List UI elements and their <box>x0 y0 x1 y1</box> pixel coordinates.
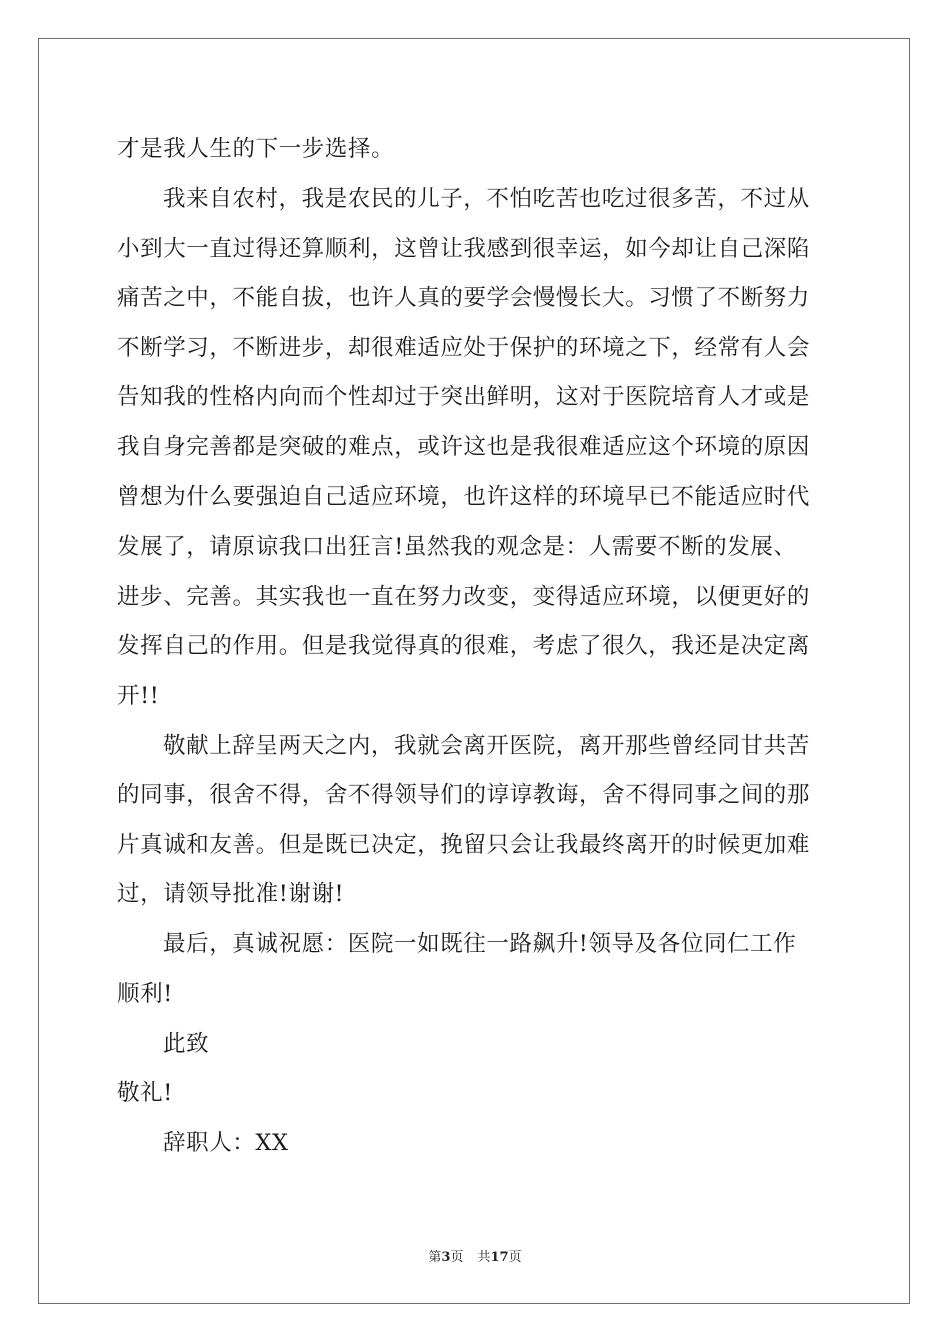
total-suffix: 页 <box>508 1250 522 1265</box>
closing-regards: 敬礼! <box>117 1080 173 1106</box>
body-line: 痛苦之中，不能自拔，也许人真的要学会慢慢长大。习惯了不断努力 <box>117 285 811 311</box>
paragraph-start-line: 敬献上辞呈两天之内，我就会离开医院，离开那些曾经同甘共苦 <box>163 733 810 759</box>
body-line: 小到大一直过得还算顺利，这曾让我感到很幸运，如今却让自己深陷 <box>117 236 811 262</box>
body-line: 进步、完善。其实我也一直在努力改变，变得适应环境，以便更好的 <box>117 584 811 610</box>
page-prefix: 第 <box>428 1250 442 1265</box>
body-line: 顺利! <box>117 981 173 1007</box>
body-line: 不断学习，不断进步，却很难适应处于保护的环境之下，经常有人会 <box>117 335 811 361</box>
body-line: 的同事，很舍不得，舍不得领导们的谆谆教诲，舍不得同事之间的那 <box>117 782 811 808</box>
body-line: 曾想为什么要强迫自己适应环境，也许这样的环境早已不能适应时代 <box>117 484 811 510</box>
body-line: 发展了，请原谅我口出狂言!虽然我的观念是：人需要不断的发展、 <box>117 534 797 560</box>
page-suffix: 页 <box>450 1250 464 1265</box>
page-number: 3 <box>441 1250 451 1265</box>
total-pages: 17 <box>490 1250 509 1265</box>
body-line: 发挥自己的作用。但是我觉得真的很难，考虑了很久，我还是决定离 <box>117 633 811 659</box>
page-border <box>38 38 910 1304</box>
body-line: 过，请领导批准!谢谢! <box>117 881 345 907</box>
signature-line: 辞职人：XX <box>163 1130 289 1156</box>
body-line: 开!! <box>117 683 160 709</box>
body-line: 告知我的性格内向而个性却过于突出鲜明，这对于医院培育人才或是 <box>117 384 811 410</box>
total-prefix: 共 <box>477 1250 491 1265</box>
paragraph-start-line: 最后，真诚祝愿：医院一如既往一路飙升!领导及各位同仁工作 <box>163 931 797 957</box>
paragraph-start-line: 我来自农村，我是农民的儿子，不怕吃苦也吃过很多苦，不过从 <box>163 186 810 212</box>
body-line: 我自身完善都是突破的难点，或许这也是我很难适应这个环境的原因 <box>117 434 811 460</box>
page-footer <box>0 1246 950 1265</box>
body-line: 才是我人生的下一步选择。 <box>117 136 395 162</box>
closing-salutation: 此致 <box>163 1031 210 1057</box>
body-line: 片真诚和友善。但是既已决定，挽留只会让我最终离开的时候更加难 <box>117 832 811 858</box>
